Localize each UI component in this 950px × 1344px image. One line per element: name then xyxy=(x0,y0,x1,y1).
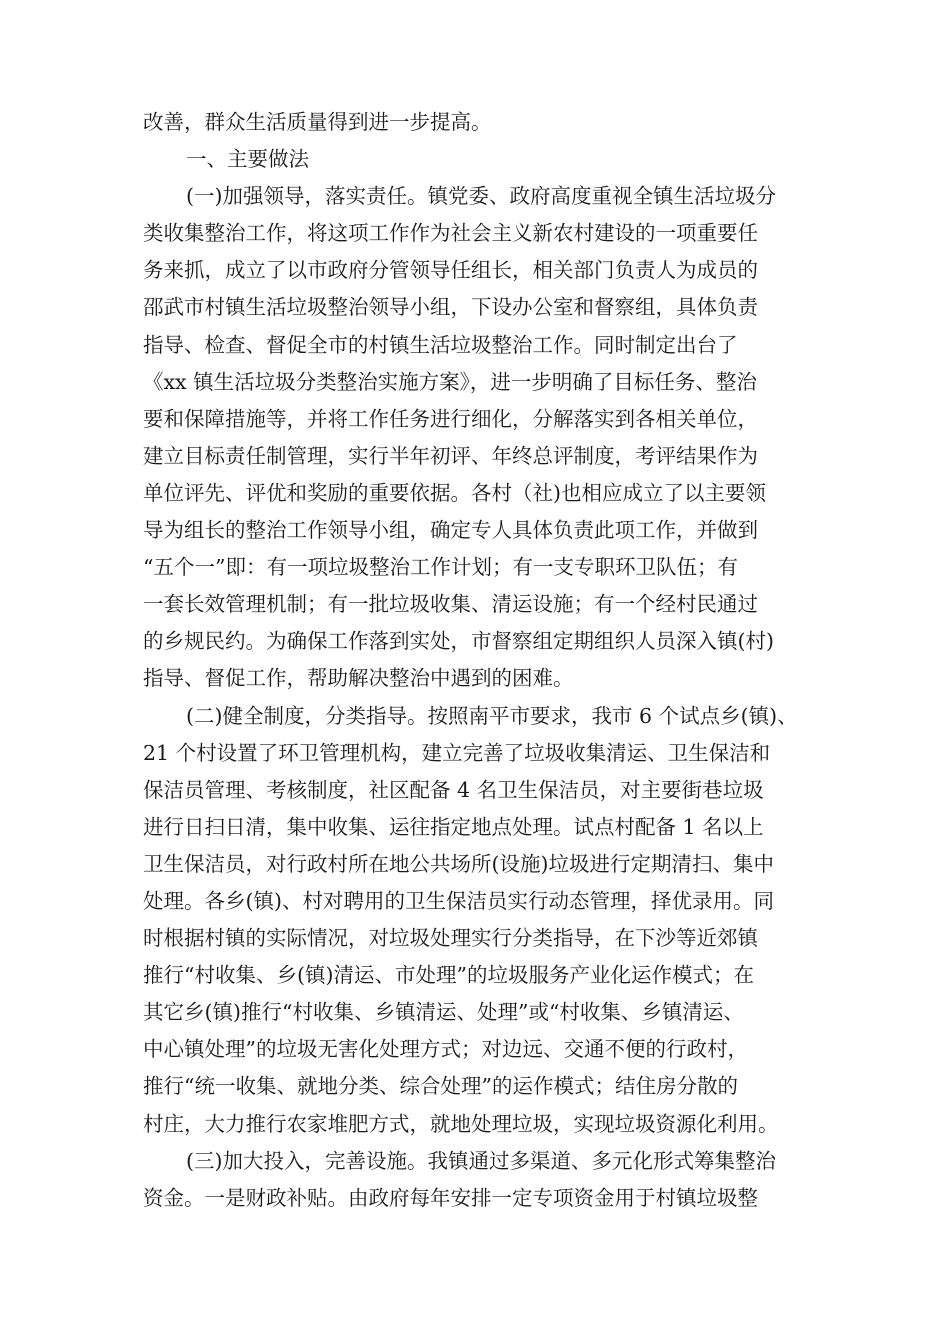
paragraph-line: 《xx 镇生活垃圾分类整治实施方案》，进一步明确了目标任务、整治 xyxy=(143,369,757,394)
paragraph-line: 推行“统一收集、就地分类、综合处理”的运作模式；结住房分散的 xyxy=(143,1074,738,1099)
paragraph-line: 改善，群众生活质量得到进一步提高。 xyxy=(143,110,492,134)
paragraph-line: 一套长效管理机制；有一批垃圾收集、清运设施；有一个经村民通过 xyxy=(143,592,758,617)
paragraph-line: 保洁员管理、考核制度，社区配备 4 名卫生保洁员，对主要街巷垃圾 xyxy=(143,777,764,802)
paragraph-line: 时根据村镇的实际情况，对垃圾处理实行分类指导，在下沙等近郊镇 xyxy=(143,926,758,951)
paragraph-line: 单位评先、评优和奖励的重要依据。各村（社)也相应成立了以主要领 xyxy=(143,480,766,505)
paragraph-line: 21 个村设置了环卫管理机构，建立完善了垃圾收集清运、卫生保洁和 xyxy=(143,740,771,765)
paragraph-line: 进行日扫日清，集中收集、运往指定地点处理。试点村配备 1 名以上 xyxy=(143,814,764,839)
paragraph-line: 推行“村收集、乡(镇)清运、市处理”的垃圾服务产业化运作模式；在 xyxy=(143,963,754,988)
paragraph-line: 指导、检查、督促全市的村镇生活垃圾整治工作。同时制定出台了 xyxy=(143,332,738,357)
paragraph-first-line: (一)加强领导，落实责任。镇党委、政府高度重视全镇生活垃圾分 xyxy=(186,184,776,209)
paragraph-line: 要和保障措施等，并将工作任务进行细化，分解落实到各相关单位， xyxy=(143,406,758,431)
paragraph-line: “五个一”即：有一项垃圾整治工作计划；有一支专职环卫队伍；有 xyxy=(143,555,738,580)
paragraph-line: 建立目标责任制管理，实行半年初评、年终总评制度，考评结果作为 xyxy=(143,443,758,468)
paragraph-line: 务来抓，成立了以市政府分管领导任组长，相关部门负责人为成员的 xyxy=(143,258,758,283)
paragraph-first-line: 一、主要做法 xyxy=(186,147,309,172)
paragraph-line: 资金。一是财政补贴。由政府每年安排一定专项资金用于村镇垃圾整 xyxy=(143,1185,758,1210)
paragraph-line: 卫生保洁员，对行政村所在地公共场所(设施)垃圾进行定期清扫、集中 xyxy=(143,851,774,876)
document-body xyxy=(143,104,807,1217)
paragraph-line: 邵武市村镇生活垃圾整治领导小组，下设办公室和督察组，具体负责 xyxy=(143,295,758,320)
paragraph-line: 中心镇处理”的垃圾无害化处理方式；对边远、交通不便的行政村， xyxy=(143,1037,748,1062)
paragraph-line: 其它乡(镇)推行“村收集、乡镇清运、处理”或“村收集、乡镇清运、 xyxy=(143,1000,744,1025)
paragraph-first-line: (三)加大投入，完善设施。我镇通过多渠道、多元化形式筹集整治 xyxy=(186,1148,776,1173)
paragraph-line: 指导、督促工作，帮助解决整治中遇到的困难。 xyxy=(143,666,574,691)
paragraph-line: 处理。各乡(镇)、村对聘用的卫生保洁员实行动态管理，择优录用。同 xyxy=(143,888,774,913)
paragraph-line: 村庄，大力推行农家堆肥方式，就地处理垃圾，实现垃圾资源化利用。 xyxy=(143,1111,779,1136)
paragraph-line: 的乡规民约。为确保工作落到实处，市督察组定期组织人员深入镇(村) xyxy=(143,629,774,654)
paragraph-first-line: (二)健全制度，分类指导。按照南平市要求，我市 6 个试点乡(镇)、 xyxy=(186,703,798,728)
paragraph-line: 导为组长的整治工作领导小组，确定专人具体负责此项工作，并做到 xyxy=(143,518,758,543)
paragraph-line: 类收集整治工作，将这项工作作为社会主义新农村建设的一项重要任 xyxy=(143,221,758,246)
